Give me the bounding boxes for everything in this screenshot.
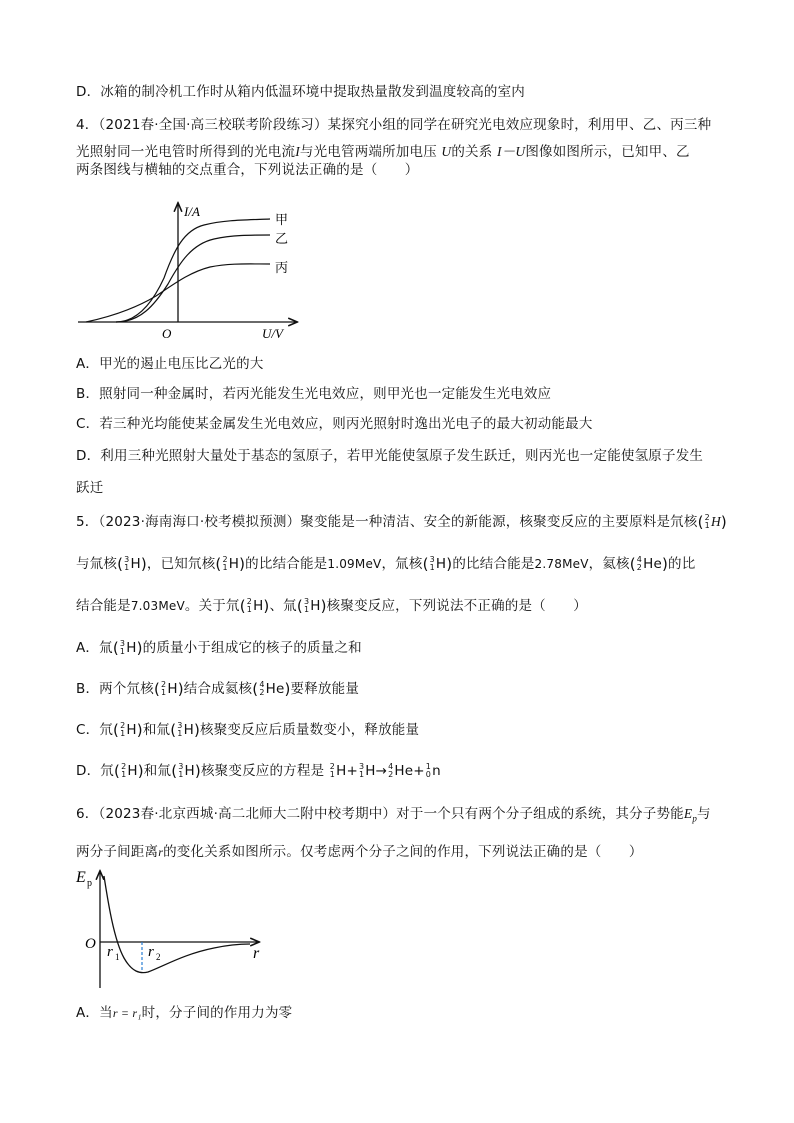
x-axis-label: r xyxy=(253,945,260,962)
series-label-yi: 乙 xyxy=(275,232,289,247)
r2-label: r xyxy=(148,944,154,960)
curve-yi xyxy=(116,235,270,322)
x-axis-label: U/V xyxy=(262,326,283,341)
origin-label: O xyxy=(162,326,172,341)
q4-option-a: A．甲光的遏止电压比乙光的大 xyxy=(76,356,264,372)
q4-option-d-line2: 跃迁 xyxy=(76,480,104,496)
q6-stem-line2: 两分子间距离r的变化关系如图所示。仅考虑两个分子之间的作用，下列说法正确的是（ ） xyxy=(76,844,643,860)
q5-stem-line3: 结合能是7.03MeV。关于氘( 2 1 H)、氚( 3 1 H)核聚变反应，下列说法不正确的是（ ） xyxy=(76,597,587,615)
q5-option-c: C．氘( 2 1 H)和氚( 3 1 H)核聚变反应后质量数变小，释放能量 xyxy=(76,721,420,739)
q5-option-b: B．两个氘核( 2 1 H)结合成氦核( 4 2 He)要释放能量 xyxy=(76,680,360,698)
q4-option-b: B．照射同一种金属时，若丙光能发生光电效应，则甲光也一定能发生光电效应 xyxy=(76,386,552,402)
q5-option-a: A．氚( 3 1 H)的质量小于组成它的核子的质量之和 xyxy=(76,639,362,657)
series-label-jia: 甲 xyxy=(275,213,289,228)
q6-option-a: A．当r = r₁时，分子间的作用力为零 xyxy=(76,1005,293,1021)
origin-label: O xyxy=(85,936,96,952)
r1-sub-label: 1 xyxy=(115,952,120,962)
y-axis-label-p: p xyxy=(87,878,92,889)
r2-sub-label: 2 xyxy=(156,952,161,962)
photoelectric-iu-figure xyxy=(74,198,304,344)
q4-option-c: C．若三种光均能使某金属发生光电效应，则丙光照射时逸出光电子的最大初动能最大 xyxy=(76,416,593,432)
q5-stem-line1: 5．（2023·海南海口·校考模拟预测）聚变能是一种清洁、安全的新能源，核聚变反应的主要原料是氘核( 2 1 H) xyxy=(76,513,727,531)
series-label-bing: 丙 xyxy=(275,261,289,276)
q4-option-d-line1: D．利用三种光照射大量处于基态的氢原子，若甲光能使氢原子发生跃迁，则丙光也一定能使氢原子发生 xyxy=(76,448,704,464)
q4-stem-line1: 4．（2021春·全国·高三校联考阶段练习）某探究小组的同学在研究光电效应现象时，利用甲、乙、丙三种 xyxy=(76,117,712,133)
q5-option-d: D．氘( 2 1 H)和氚( 3 1 H)核聚变反应的方程是 2 1 H+ 3 1 H→ 4 2 He+ 1 0 n xyxy=(76,762,441,780)
q4-stem-line2: 光照射同一光电管时所得到的光电流I与光电管两端所加电压 U的关系 I－U图像如图所示，已知甲、乙 xyxy=(76,144,690,160)
q4-stem-line3: 两条图线与横轴的交点重合，下列说法正确的是（ ） xyxy=(76,162,419,178)
r1-label: r xyxy=(107,944,113,960)
y-axis-label: I/A xyxy=(184,204,200,219)
q5-stem-line2: 与氚核( 3 1 H)，已知氘核( 2 1 H)的比结合能是1.09MeV，氚核( 3 1 H)的比结合能是2.78MeV，氦核( 4 2 He)的比 xyxy=(76,555,696,573)
curve-jia xyxy=(116,219,270,322)
potential-energy-figure xyxy=(74,862,274,992)
ep-curve xyxy=(104,876,250,973)
option-d-prev: D．冰箱的制冷机工作时从箱内低温环境中提取热量散发到温度较高的室内 xyxy=(76,84,525,100)
q6-stem-line1: 6．（2023春·北京西城·高二北师大二附中校考期中）对于一个只有两个分子组成的系统，其分子势能$E_p$与 xyxy=(76,806,711,824)
y-axis-label-e: E xyxy=(76,869,86,886)
